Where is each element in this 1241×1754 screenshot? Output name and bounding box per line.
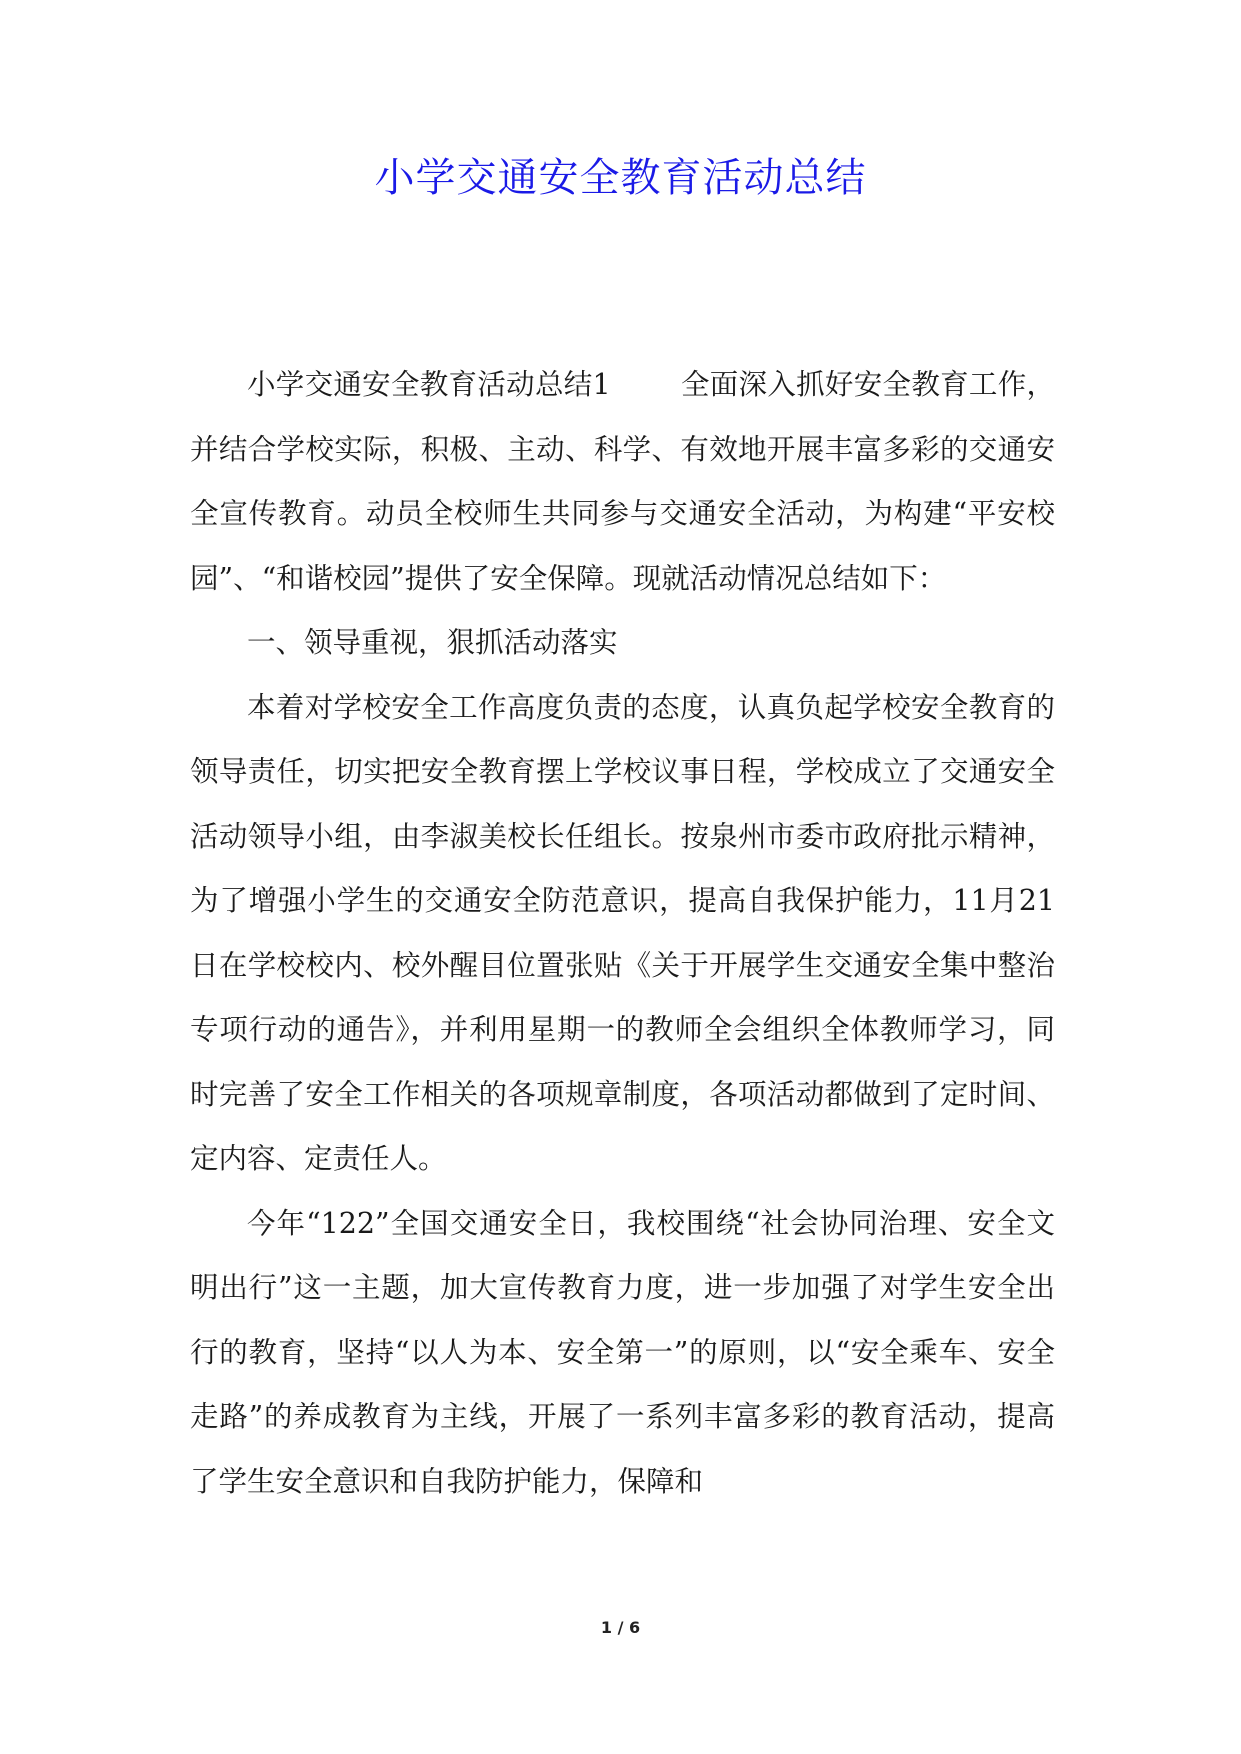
- document-body: [190, 353, 1055, 1514]
- paragraph: 本着对学校安全工作高度负责的态度，认真负起学校安全教育的领导责任，切实把安全教育摆上学校议事日程，学校成立了交通安全活动领导小组，由李淑美校长任组长。按泉州市委市政府批示精神，为了增强小学生的交通安全防范意识，提高自我保护能力，11月21日在学校校内、校外醒目位置张贴《关于开展学生交通安全集中整治专项行动的通告》，并利用星期一的教师全会组织全体教师学习，同时完善了安全工作相关的各项规章制度，各项活动都做到了定时间、定内容、定责任人。: [190, 690, 1055, 1175]
- document-title: 小学交通安全教育活动总结: [374, 155, 867, 201]
- paragraph-intro: [190, 353, 1055, 611]
- section-heading: 一、领导重视，狠抓活动落实: [247, 626, 618, 659]
- intro-heading: 小学交通安全教育活动总结1: [247, 368, 611, 401]
- page-number: 1 / 6: [600, 1618, 641, 1637]
- paragraph-text: 全面深入抓好安全教育工作，并结合学校实际，积极、主动、科学、有效地开展丰富多彩的交通安全宣传教育。动员全校师生共同参与交通安全活动，为构建“平安校园”、“和谐校园”提供了安全保障。现就活动情况总结如下：: [190, 368, 1055, 595]
- paragraph: 今年“122”全国交通安全日，我校围绕“社会协同治理、安全文明出行”这一主题，加大宣传教育力度，进一步加强了对学生安全出行的教育，坚持“以人为本、安全第一”的原则，以“安全乘车、安全走路”的养成教育为主线，开展了一系列丰富多彩的教育活动，提高了学生安全意识和自我防护能力，保障和: [190, 1206, 1055, 1498]
